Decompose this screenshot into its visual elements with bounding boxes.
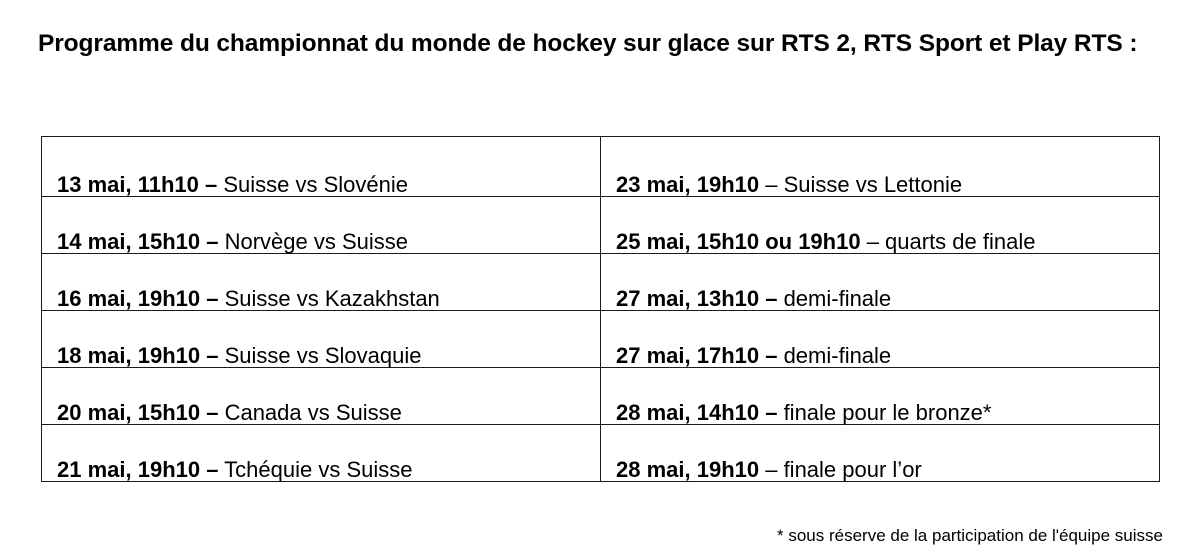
schedule-cell [42,425,601,482]
table-row [42,254,1160,311]
match-datetime: 27 mai, 13h10 – [616,286,778,311]
table-row [42,197,1160,254]
match-label: – quarts de finale [860,229,1036,254]
match-datetime: 27 mai, 17h10 – [616,343,778,368]
footnote: * sous réserve de la participation de l'équipe suisse [777,526,1163,545]
match-label: Suisse vs Slovaquie [218,343,422,368]
table-row [42,425,1160,482]
match-label: Norvège vs Suisse [218,229,408,254]
match-label: – finale pour l’or [759,457,922,482]
match-label: Suisse vs Kazakhstan [218,286,440,311]
match-datetime: 18 mai, 19h10 – [57,343,219,368]
match-label: Suisse vs Slovénie [217,172,408,197]
schedule-cell [42,137,601,197]
schedule-cell [601,137,1160,197]
match-label: – Suisse vs Lettonie [759,172,963,197]
match-datetime: 28 mai, 19h10 [616,457,760,482]
match-datetime: 20 mai, 15h10 – [57,400,219,425]
match-label: demi-finale [777,286,892,311]
schedule-cell [42,311,601,368]
schedule-cell [601,368,1160,425]
schedule-cell [601,311,1160,368]
match-datetime: 28 mai, 14h10 – [616,400,778,425]
schedule-table [41,136,1160,482]
table-row [42,311,1160,368]
table-row [42,137,1160,197]
schedule-cell [601,197,1160,254]
match-datetime: 13 mai, 11h10 – [57,172,218,197]
match-label: Canada vs Suisse [218,400,402,425]
schedule-cell [601,425,1160,482]
match-datetime: 23 mai, 19h10 [616,172,760,197]
match-datetime: 21 mai, 19h10 – [57,457,219,482]
schedule-cell [42,254,601,311]
match-label: demi-finale [777,343,892,368]
schedule-cell [42,197,601,254]
schedule-cell [42,368,601,425]
match-datetime: 14 mai, 15h10 – [57,229,219,254]
match-datetime: 25 mai, 15h10 ou 19h10 [616,229,861,254]
match-label: finale pour le bronze* [777,400,992,425]
schedule-cell [601,254,1160,311]
table-row [42,368,1160,425]
match-label: Tchéquie vs Suisse [218,457,413,482]
page-title: Programme du championnat du monde de hockey sur glace sur RTS 2, RTS Sport et Play RTS : [38,30,1138,57]
match-datetime: 16 mai, 19h10 – [57,286,219,311]
